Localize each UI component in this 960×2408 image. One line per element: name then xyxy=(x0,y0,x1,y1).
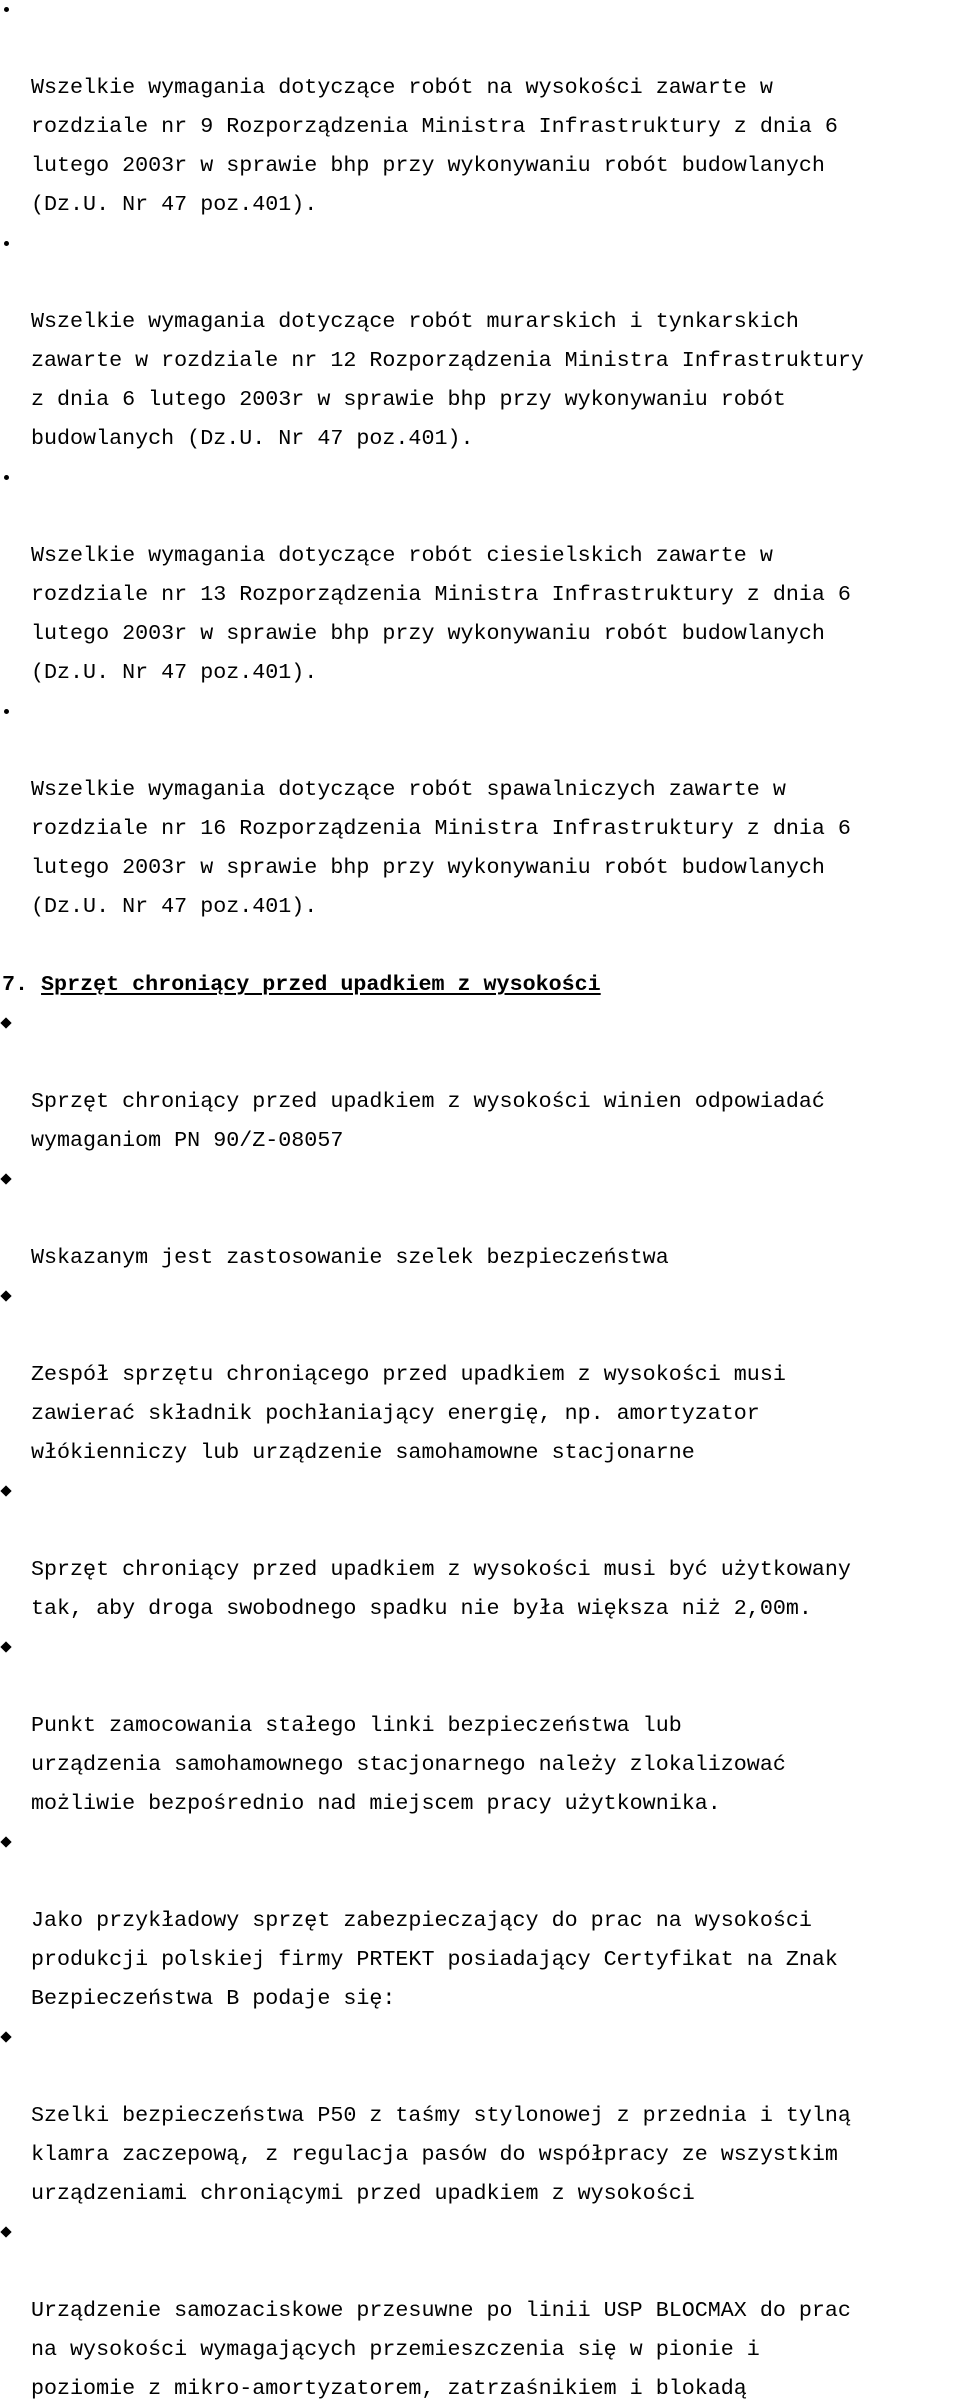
section-6-requirements-list xyxy=(0,0,960,926)
section-number: 7. xyxy=(2,972,29,997)
list-item-text: Wszelkie wymagania dotyczące robót na wysokości zawarte w rozdziale nr 9 Rozporządzenia Ministra Infrastruktury z dnia 6 lutego 2003r w sprawie bhp przy wykonywaniu robót budowlanych (Dz.U. Nr 47 poz.401). xyxy=(31,75,838,217)
diamond-bullet-icon xyxy=(0,2031,11,2042)
diamond-bullet-icon xyxy=(0,1836,11,1847)
list-item-text: Wszelkie wymagania dotyczące robót murarskich i tynkarskich zawarte w rozdziale nr 12 Rozporządzenia Ministra Infrastruktury z dnia 6 lutego 2003r w sprawie bhp przy wykonywaniu robót budowlanych (Dz.U. Nr 47 poz.401). xyxy=(31,309,864,451)
list-item xyxy=(0,458,960,692)
list-item-text: Wszelkie wymagania dotyczące robót ciesielskich zawarte w rozdziale nr 13 Rozporządzenia Ministra Infrastruktury z dnia 6 lutego 2003r w sprawie bhp przy wykonywaniu robót budowlanych (Dz.U. Nr 47 poz.401). xyxy=(31,543,851,685)
diamond-bullet-icon xyxy=(0,1173,11,1184)
list-item xyxy=(0,2018,960,2213)
bullet-dot-icon xyxy=(4,475,9,480)
bullet-dot-icon xyxy=(4,241,9,246)
diamond-bullet-icon xyxy=(0,1641,11,1652)
diamond-bullet-icon xyxy=(0,1485,11,1496)
list-item xyxy=(0,0,960,224)
bullet-dot-icon xyxy=(4,7,9,12)
list-item xyxy=(0,692,960,926)
list-item-text: Zespół sprzętu chroniącego przed upadkiem z wysokości musi zawierać składnik pochłaniający energię, np. amortyzator włókienniczy lub urządzenie samohamowne stacjonarne xyxy=(31,1362,786,1465)
section-7-equipment-list xyxy=(0,1004,960,2408)
list-item-text: Szelki bezpieczeństwa P50 z taśmy stylonowej z przednia i tylną klamra zaczepową, z regulacja pasów do współpracy ze wszystkim urządzeniami chroniącymi przed upadkiem z wysokości xyxy=(31,2103,851,2206)
list-item xyxy=(0,224,960,458)
list-item-text: Sprzęt chroniący przed upadkiem z wysokości musi być użytkowany tak, aby droga swobodnego spadku nie była większa niż 2,00m. xyxy=(31,1557,851,1621)
list-item xyxy=(0,1004,960,1160)
list-item xyxy=(0,1472,960,1628)
list-item xyxy=(0,1823,960,2018)
diamond-bullet-icon xyxy=(0,1290,11,1301)
list-item xyxy=(0,2213,960,2408)
list-item xyxy=(0,1277,960,1472)
section-spacer xyxy=(0,926,960,965)
list-item-text: Wszelkie wymagania dotyczące robót spawalniczych zawarte w rozdziale nr 16 Rozporządzenia Ministra Infrastruktury z dnia 6 lutego 2003r w sprawie bhp przy wykonywaniu robót budowlanych (Dz.U. Nr 47 poz.401). xyxy=(31,777,851,919)
section-7-heading xyxy=(0,965,960,1004)
section-title: Sprzęt chroniący przed upadkiem z wysokości xyxy=(41,972,601,997)
list-item xyxy=(0,1628,960,1823)
list-item xyxy=(0,1160,960,1277)
bullet-dot-icon xyxy=(4,709,9,714)
list-item-text: Urządzenie samozaciskowe przesuwne po linii USP BLOCMAX do prac na wysokości wymagających przemieszczenia się w pionie i poziomie z mikro-amortyzatorem, zatrzaśnikiem i blokadą xyxy=(31,2298,851,2401)
list-item-text: Jako przykładowy sprzęt zabezpieczający do prac na wysokości produkcji polskiej firmy PRTEKT posiadający Certyfikat na Znak Bezpieczeństwa B podaje się: xyxy=(31,1908,838,2011)
diamond-bullet-icon xyxy=(0,2226,11,2237)
list-item-text: Punkt zamocowania stałego linki bezpieczeństwa lub urządzenia samohamownego stacjonarnego należy zlokalizować możliwie bezpośrednio nad miejscem pracy użytkownika. xyxy=(31,1713,786,1816)
diamond-bullet-icon xyxy=(0,1017,11,1028)
list-item-text: Sprzęt chroniący przed upadkiem z wysokości winien odpowiadać wymaganiom PN 90/Z-08057 xyxy=(31,1089,825,1153)
list-item-text: Wskazanym jest zastosowanie szelek bezpieczeństwa xyxy=(31,1245,669,1270)
